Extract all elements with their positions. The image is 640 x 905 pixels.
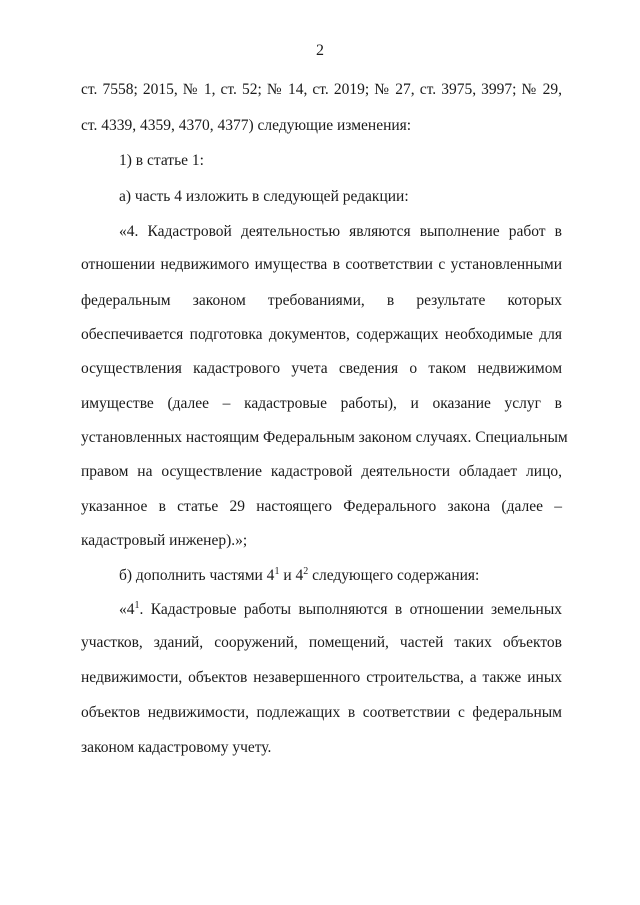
paragraph-number bbox=[119, 600, 140, 620]
text-fragment: «4 bbox=[119, 601, 135, 618]
text-line: законом кадастровому учету. bbox=[81, 739, 272, 756]
text-line: обеспечивается подготовка документов, содержащих необходимые для bbox=[81, 326, 562, 343]
paragraph-start bbox=[119, 600, 562, 620]
text-fragment: и 4 bbox=[279, 567, 304, 584]
text-line: правом на осуществление кадастровой деятельности обладает лицо, bbox=[81, 463, 562, 480]
sub-item-heading bbox=[119, 566, 562, 586]
text-line: отношении недвижимого имущества в соответствии с установленными bbox=[81, 256, 562, 273]
superscript: 1 bbox=[134, 600, 140, 611]
text-line: участков, зданий, сооружений, помещений, частей таких объектов bbox=[81, 634, 562, 651]
list-item-heading: 1) в статье 1: bbox=[119, 152, 204, 169]
paragraph-start: «4. Кадастровой деятельностью являются выполнение работ в bbox=[119, 223, 562, 240]
text-line: установленных настоящим Федеральным законом случаях. Специальным bbox=[81, 429, 568, 446]
text-line: указанное в статье 29 настоящего Федерального закона (далее – bbox=[81, 498, 562, 515]
text-line: федеральным законом требованиями, в результате которых bbox=[81, 292, 562, 309]
text-line: объектов недвижимости, подлежащих в соответствии с федеральным bbox=[81, 704, 562, 721]
text-line: кадастровый инженер).»; bbox=[81, 532, 248, 549]
page-number: 2 bbox=[316, 42, 324, 59]
text-fragment: следующего содержания: bbox=[308, 567, 480, 584]
sub-item-heading: а) часть 4 изложить в следующей редакции: bbox=[119, 188, 409, 205]
text-line: ст. 7558; 2015, № 1, ст. 52; № 14, ст. 2019; № 27, ст. 3975, 3997; № 29, bbox=[81, 81, 562, 98]
text-line: ст. 4339, 4359, 4370, 4377) следующие изменения: bbox=[81, 117, 412, 134]
superscript: 1 bbox=[274, 566, 280, 577]
superscript: 2 bbox=[303, 566, 309, 577]
text-line: недвижимости, объектов незавершенного строительства, а также иных bbox=[81, 669, 562, 686]
text-fragment: б) дополнить частями 4 bbox=[119, 567, 275, 584]
text-line: осуществления кадастрового учета сведения о таком недвижимом bbox=[81, 360, 562, 377]
text-fragment: . Кадастровые работы выполняются в отношении земельных bbox=[139, 601, 562, 618]
text-line: имуществе (далее – кадастровые работы), и оказание услуг в bbox=[81, 395, 562, 412]
